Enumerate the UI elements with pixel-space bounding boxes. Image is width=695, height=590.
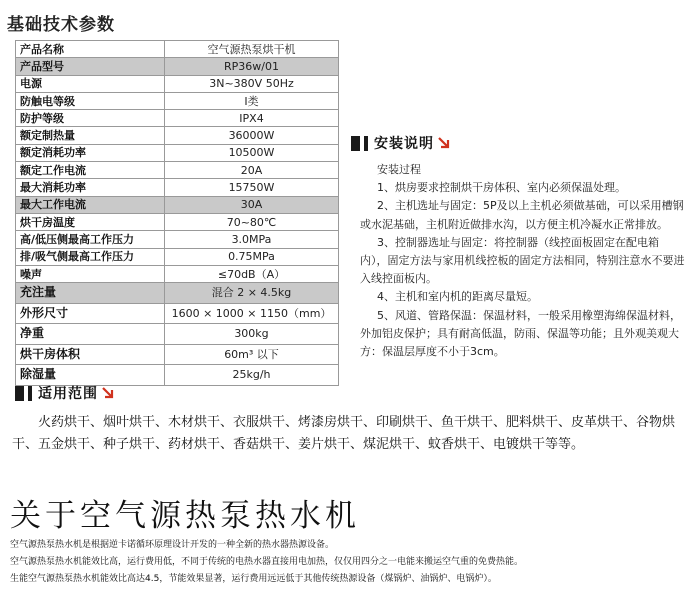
spec-key: 额定工作电流 <box>16 162 165 179</box>
about-line: 生能空气源热泵热水机能效比高达4.5，节能效果显著，运行费用远远低于其他传统热源设备（煤锅炉、油锅炉、电锅炉）。 <box>10 574 497 584</box>
spec-row <box>16 344 339 365</box>
install-item: 5、风道、管路保温：保温材料，一般采用橡塑海绵保温材料，外加铝皮保护；具有耐高低温，防雨、保温等功能；且外观美观大方：保温层厚度不小于3cm。 <box>360 308 681 359</box>
spec-row <box>16 303 339 324</box>
scope-text: 火药烘干、烟叶烘干、木材烘干、衣服烘干、烤漆房烘干、印刷烘干、鱼干烘干、肥料烘干、皮革烘干、谷物烘干、五金烘干、种子烘干、药材烘干、香菇烘干、姜片烘干、煤泥烘干、蚊香烘干、电镀烘干等等。 <box>12 415 676 452</box>
about-line: 空气源热泵热水机能效比高，运行费用低，不同于传统的电热水器直接用电加热，仅仅用四分之一电能来搬运空气重的免费热能。 <box>10 557 524 567</box>
arrow-down-right-icon <box>438 137 450 149</box>
install-item: 1、烘房要求控制烘干房体积、室内必须保温处理。 <box>377 181 626 195</box>
spec-value: 300kg <box>165 324 339 345</box>
spec-value: 25kg/h <box>165 365 339 386</box>
spec-key: 最大工作电流 <box>16 196 165 213</box>
spec-value: 20A <box>165 162 339 179</box>
scope-heading-text: 适用范围 <box>38 386 98 402</box>
spec-row <box>16 41 339 58</box>
install-body <box>360 161 685 361</box>
spec-key: 额定制热量 <box>16 127 165 144</box>
install-item: 2、主机选址与固定：5P及以上主机必须做基础，可以采用槽钢或水泥基础，主机附近做排水沟，以方便主机冷凝水正常排放。 <box>360 199 684 231</box>
spec-row <box>16 58 339 75</box>
scope-heading <box>15 383 114 403</box>
spec-key: 烘干房体积 <box>16 344 165 365</box>
install-heading-text: 安装说明 <box>374 136 434 152</box>
install-item: 3、控制器选址与固定：将控制器（线控面板固定在配电箱内），固定方法与家用机线控板的固定方法相同，特别注意水不要进入线控面板内。 <box>360 235 685 286</box>
spec-key: 高/低压侧最高工作压力 <box>16 231 165 248</box>
spec-value: 30A <box>165 196 339 213</box>
spec-key: 产品名称 <box>16 41 165 58</box>
spec-key: 最大消耗功率 <box>16 179 165 196</box>
spec-value: 70~80℃ <box>165 213 339 230</box>
spec-row <box>16 144 339 161</box>
spec-key: 额定消耗功率 <box>16 144 165 161</box>
spec-key: 烘干房温度 <box>16 213 165 230</box>
spec-value: 空气源热泵烘干机 <box>165 41 339 58</box>
spec-key: 防护等级 <box>16 110 165 127</box>
heading-bar-icon <box>28 386 32 401</box>
spec-row <box>16 324 339 345</box>
arrow-down-right-icon <box>102 387 114 399</box>
spec-key: 电源 <box>16 75 165 92</box>
spec-key: 产品型号 <box>16 58 165 75</box>
spec-value: 15750W <box>165 179 339 196</box>
spec-key: 充注量 <box>16 283 165 304</box>
spec-value: 60m³ 以下 <box>165 344 339 365</box>
install-subtitle: 安装过程 <box>377 163 421 176</box>
heading-bar-icon <box>351 136 360 151</box>
spec-value: ≤70dB（A） <box>165 265 339 282</box>
spec-value: 0.75MPa <box>165 248 339 265</box>
spec-table <box>15 40 339 386</box>
spec-row <box>16 179 339 196</box>
install-item: 4、主机和室内机的距离尽量短。 <box>377 290 538 304</box>
spec-value: 混合 2 × 4.5kg <box>165 283 339 304</box>
spec-row <box>16 196 339 213</box>
spec-value: 36000W <box>165 127 339 144</box>
about-body <box>10 537 690 588</box>
spec-key: 噪声 <box>16 265 165 282</box>
spec-value: RP36w/01 <box>165 58 339 75</box>
spec-row <box>16 162 339 179</box>
spec-key: 防触电等级 <box>16 92 165 109</box>
spec-row <box>16 265 339 282</box>
about-title: 关于空气源热泵热水机 <box>10 498 360 534</box>
spec-row <box>16 248 339 265</box>
spec-key: 排/吸气侧最高工作压力 <box>16 248 165 265</box>
spec-key: 除湿量 <box>16 365 165 386</box>
spec-key: 外形尺寸 <box>16 303 165 324</box>
spec-value: 1600 × 1000 × 1150（mm） <box>165 303 339 324</box>
spec-row <box>16 231 339 248</box>
heading-bar-icon <box>364 136 368 151</box>
spec-title: 基础技术参数 <box>7 15 115 35</box>
spec-value: 3.0MPa <box>165 231 339 248</box>
spec-row <box>16 283 339 304</box>
spec-row <box>16 75 339 92</box>
spec-value: 10500W <box>165 144 339 161</box>
spec-key: 净重 <box>16 324 165 345</box>
about-line: 空气源热泵热水机是根据逆卡诺循环原理设计开发的一种全新的热水器热源设备。 <box>10 540 335 550</box>
spec-row <box>16 110 339 127</box>
heading-bar-icon <box>15 386 24 401</box>
spec-value: I类 <box>165 92 339 109</box>
spec-value: IPX4 <box>165 110 339 127</box>
spec-value: 3N~380V 50Hz <box>165 75 339 92</box>
spec-row <box>16 127 339 144</box>
spec-row <box>16 213 339 230</box>
install-heading <box>351 133 450 153</box>
spec-row <box>16 92 339 109</box>
